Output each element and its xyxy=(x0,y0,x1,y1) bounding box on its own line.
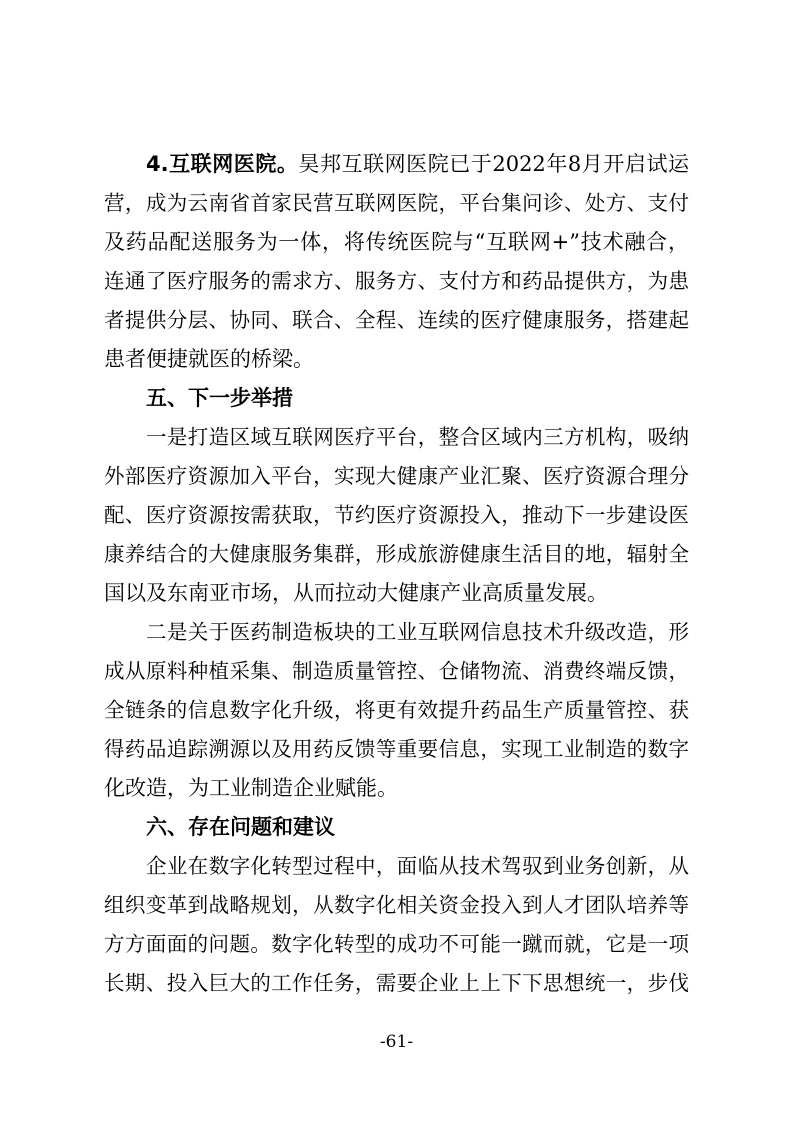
para2-line-2: 成从原料种植采集、制造质量管控、仓储物流、消费终端反馈， xyxy=(104,659,689,683)
section4-line-5: 者提供分层、协同、联合、全程、连续的医疗健康服务，搭建起 xyxy=(104,308,689,332)
para3-line-2: 组织变革到战略规划，从数字化相关资金投入到人才团队培养等 xyxy=(104,893,689,917)
section4-line-3: 及药品配送服务为一体，将传统医院与“互联网+”技术融合， xyxy=(104,230,689,254)
section-heading-6: 六、存在问题和建议 xyxy=(146,815,335,839)
para2-line-4: 得药品追踪溯源以及用药反馈等重要信息，实现工业制造的数字 xyxy=(104,737,689,761)
para1-line-1: 一是打造区域互联网医疗平台，整合区域内三方机构，吸纳 xyxy=(146,425,689,449)
section4-line-1 xyxy=(146,150,689,178)
section4-lead: 4.互联网医院。 xyxy=(146,152,299,176)
para1-line-5: 国以及东南亚市场，从而拉动大健康产业高质量发展。 xyxy=(104,581,608,605)
section4-line-6: 患者便捷就医的桥梁。 xyxy=(104,347,314,371)
para2-line-3: 全链条的信息数字化升级，将更有效提升药品生产质量管控、获 xyxy=(104,698,689,722)
page-number: -61- xyxy=(379,1032,414,1052)
para3-line-3: 方方面面的问题。数字化转型的成功不可能一蹴而就，它是一项 xyxy=(104,932,689,956)
para3-line-1: 企业在数字化转型过程中，面临从技术驾驭到业务创新，从 xyxy=(146,854,689,878)
para3-line-4: 长期、投入巨大的工作任务，需要企业上上下下思想统一，步伐 xyxy=(104,971,689,995)
para1-line-3: 配、医疗资源按需获取，节约医疗资源投入，推动下一步建设医 xyxy=(104,503,689,527)
section4-line-2: 营，成为云南省首家民营互联网医院，平台集问诊、处方、支付 xyxy=(104,191,689,215)
para2-line-1: 二是关于医药制造板块的工业互联网信息技术升级改造，形 xyxy=(146,620,689,644)
para2-line-5: 化改造，为工业制造企业赋能。 xyxy=(104,776,398,800)
section-heading-5: 五、下一步举措 xyxy=(146,386,293,410)
para1-line-4: 康养结合的大健康服务集群，形成旅游健康生活目的地，辐射全 xyxy=(104,542,689,566)
para1-line-2: 外部医疗资源加入平台，实现大健康产业汇聚、医疗资源合理分 xyxy=(104,464,689,488)
section4-line1-text: 昊邦互联网医院已于2022年8月开启试运 xyxy=(298,152,689,176)
section4-line-4: 连通了医疗服务的需求方、服务方、支付方和药品提供方，为患 xyxy=(104,269,689,293)
